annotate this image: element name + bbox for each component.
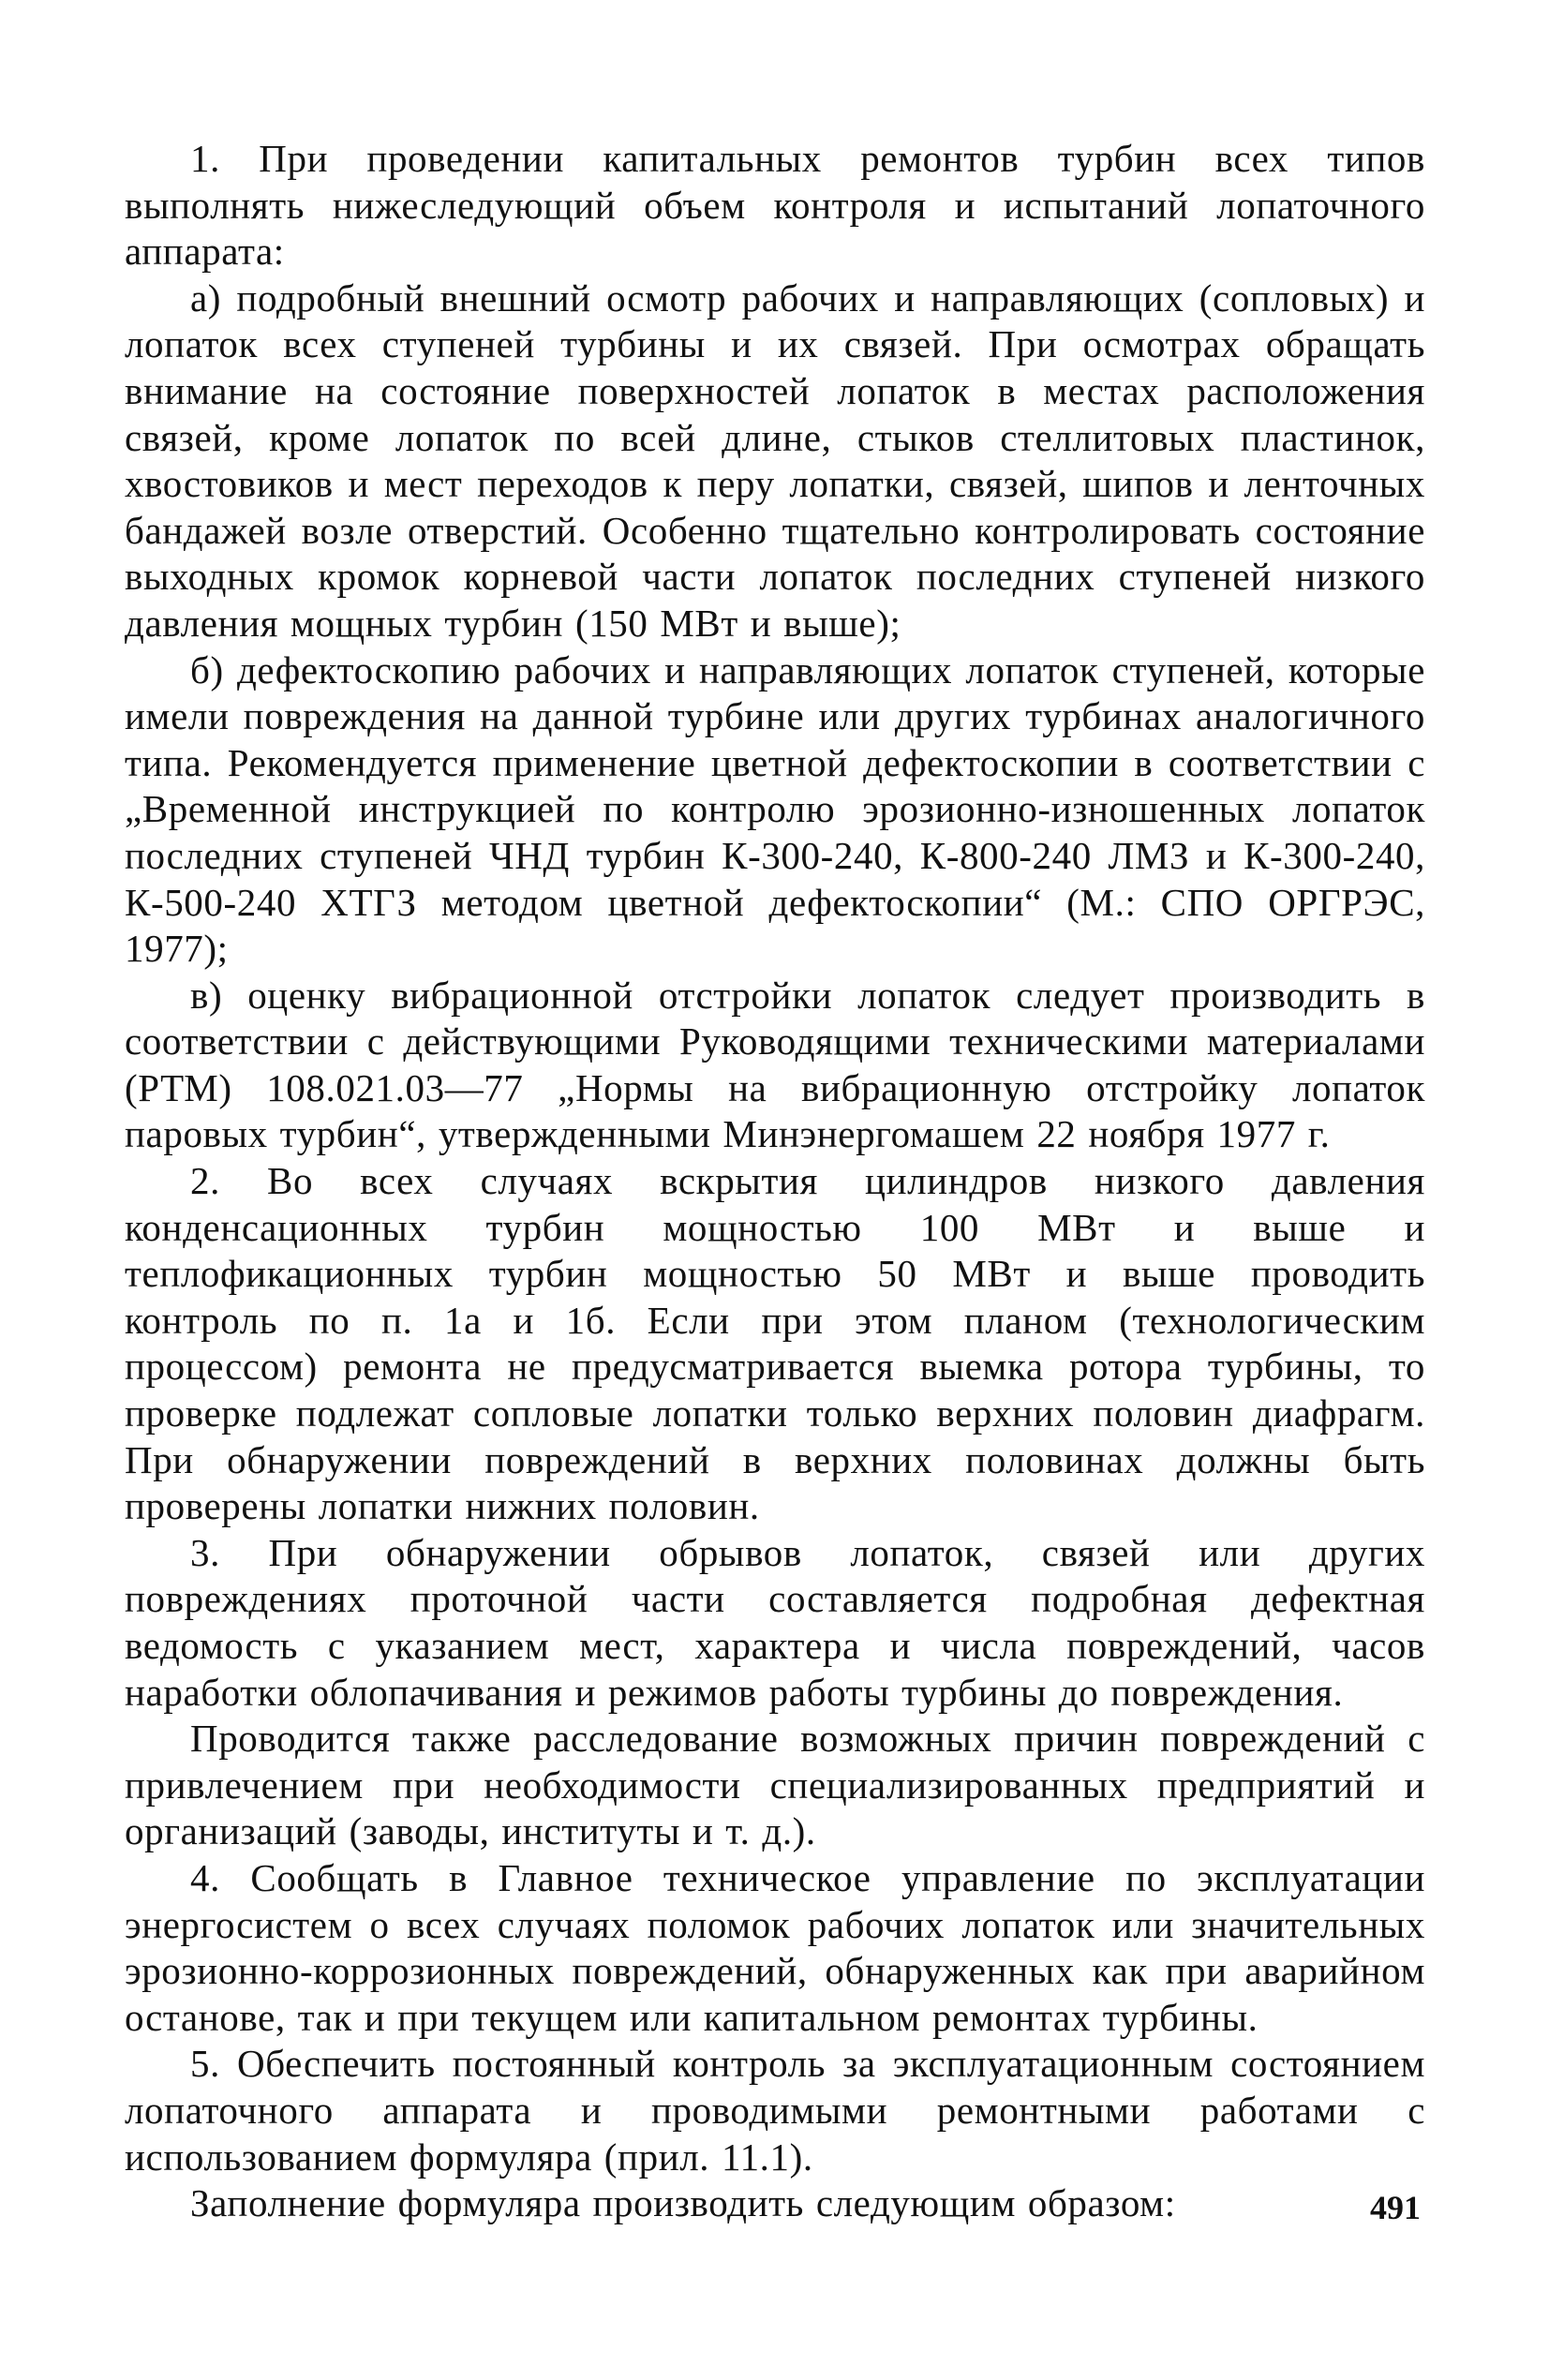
paragraph-item-5: 5. Обеспечить постоянный контроль за эксплуатационным состоянием лопаточного аппарата и проводимыми ремонтными работами с использованием формуляра (прил. 11.1). xyxy=(125,2042,1425,2179)
paragraph-item-1b: б) дефектоскопию рабочих и направляющих лопаток ступеней, которые имели повреждения на данной турбине или других турбинах аналогичного типа. Рекомендуется применение цветной дефектоскопии в соответствии с „Временной инструкцией по контролю эрозионно-изношенных лопаток последних ступеней ЧНД турбин К-300-240, К-800-240 ЛМЗ и К-300-240, К-500-240 ХТГЗ методом цветной дефектоскопии“ (М.: СПО ОРГРЭС, 1977); xyxy=(125,647,1425,971)
paragraph-item-1: 1. При проведении капитальных ремонтов турбин всех типов выполнять нижеследующий объем контроля и испытаний лопаточного аппарата: xyxy=(125,137,1425,274)
paragraph-item-3: 3. При обнаружении обрывов лопаток, связей или других повреждениях проточной части составляется подробная дефектная ведомость с указанием мест, характера и числа повреждений, часов наработки облопачивания и режимов работы турбины до повреждения. xyxy=(125,1530,1425,1714)
paragraph-item-4: 4. Сообщать в Главное техническое управление по эксплуатации энергосистем о всех случаях поломок рабочих лопаток или значительных эрозионно-коррозионных повреждений, обнаруженных как при аварийном останове, так и при текущем или капитальном ремонтах турбины. xyxy=(125,1855,1425,2039)
paragraph-item-1a: а) подробный внешний осмотр рабочих и направляющих (сопловых) и лопаток всех ступеней турбины и их связей. При осмотрах обращать внимание на состояние поверхностей лопаток в местах расположения связей, кроме лопаток по всей длине, стыков стеллитовых пластинок, хвостовиков и мест переходов к перу лопатки, связей, шипов и ленточных бандажей возле отверстий. Особенно тщательно контролировать состояние выходных кромок корневой части лопаток последних ступеней низкого давления мощных турбин (150 МВт и выше); xyxy=(125,275,1425,645)
paragraph-item-2: 2. Во всех случаях вскрытия цилиндров низкого давления конденсационных турбин мощностью 100 МВт и выше и теплофикационных турбин мощностью 50 МВт и выше проводить контроль по п. 1а и 1б. Если при этом планом (технологическим процессом) ремонта не предусматривается выемка ротора турбины, то проверке подлежат сопловые лопатки только верхних половин диафрагм. При обнаружении повреждений в верхних половинах должны быть проверены лопатки нижних половин. xyxy=(125,1159,1425,1528)
paragraph-form-filling: Заполнение формуляра производить следующим образом: xyxy=(190,2181,1176,2225)
paragraph-investigation: Проводится также расследование возможных причин повреждений с привлечением при необходимости специализированных предприятий и организаций (заводы, институты и т. д.). xyxy=(125,1717,1425,1853)
paragraph-item-1v: в) оценку вибрационной отстройки лопаток следует производить в соответствии с действующими Руководящими техническими материалами (РТМ) 108.021.03—77 „Нормы на вибрационную отстройку лопаток паровых турбин“, утвержденными Минэнергомашем 22 ноября 1977 г. xyxy=(125,973,1425,1156)
page-number: 491 xyxy=(1370,2189,1421,2226)
page-body xyxy=(125,136,1425,2227)
